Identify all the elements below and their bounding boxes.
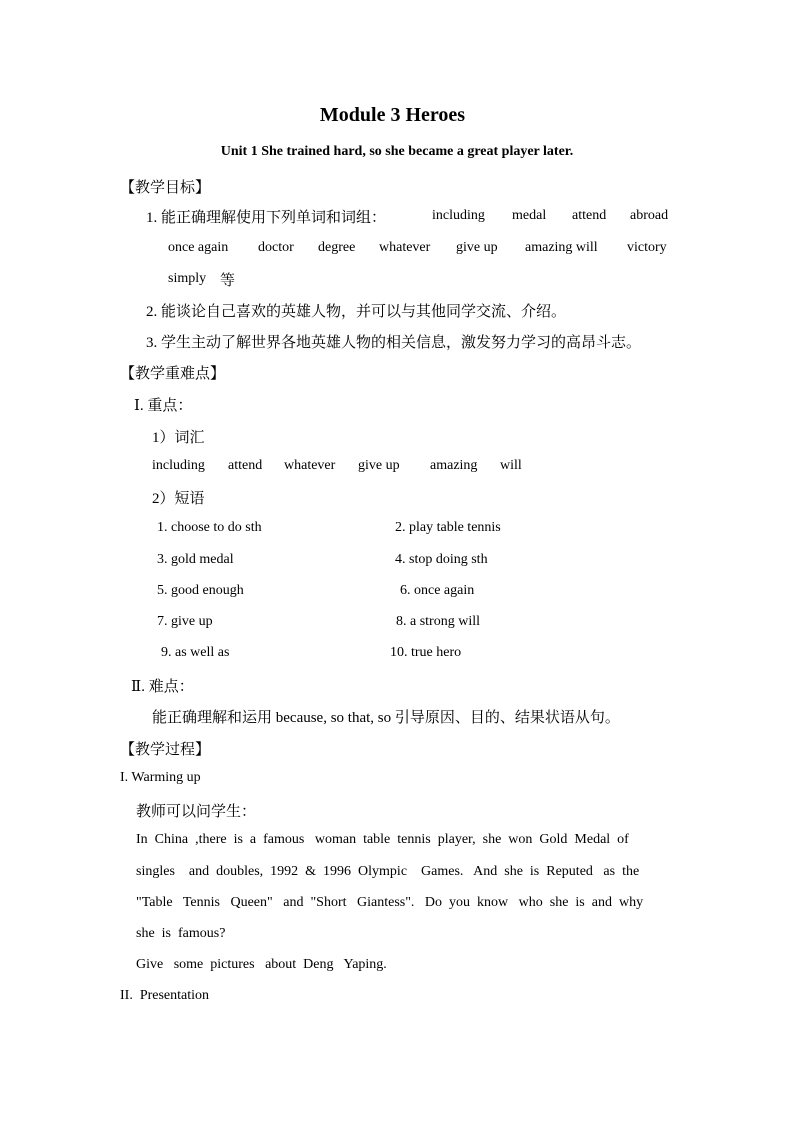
difficulty-text: 能正确理解和运用 because, so that, so 引导原因、目的、结果状语从句。 (152, 710, 620, 726)
paragraph-line: "Table Tennis Queen" and "Short Giantess". Do you know who she is and why (136, 895, 644, 910)
phrase-item: 2. play table tennis (395, 520, 501, 535)
pictures-line: Give some pictures about Deng Yaping. (136, 957, 387, 972)
key-word: give up (358, 458, 400, 473)
vocab-word: whatever (379, 240, 431, 255)
phrase-item: 4. stop doing sth (395, 552, 488, 567)
vocab-word: simply (168, 271, 207, 286)
vocab-word: medal (512, 208, 547, 223)
key-heading-2: Ⅱ. 难点： (131, 679, 194, 695)
phrase-item: 3. gold medal (157, 552, 234, 567)
key-word: amazing (430, 458, 478, 473)
vocab-word: 等 (220, 273, 236, 289)
key-word: including (152, 458, 205, 473)
paragraph-line: she is famous? (136, 926, 226, 941)
section-heading-process: 【教学过程】 (120, 742, 211, 758)
phrase-item: 8. a strong will (396, 614, 480, 629)
teacher-ask: 教师可以问学生： (136, 804, 257, 820)
phrase-item: 1. choose to do sth (157, 520, 262, 535)
vocab-word: degree (318, 240, 356, 255)
key-word: will (500, 458, 522, 473)
key-heading-1: Ⅰ. 重点： (134, 398, 193, 414)
vocab-word: including (432, 208, 485, 223)
unit-subtitle: Unit 1 She trained hard, so she became a great player later. (220, 144, 574, 159)
vocab-word: attend (572, 208, 607, 223)
objective-item-1: 1. 能正确理解使用下列单词和词组： (146, 210, 387, 226)
phrase-item: 10. true hero (390, 645, 462, 660)
vocab-word: doctor (258, 240, 294, 255)
phrase-item: 6. once again (400, 583, 475, 598)
objective-item-3: 3. 学生主动了解世界各地英雄人物的相关信息，激发努力学习的高昂斗志。 (146, 335, 642, 351)
phrase-item: 7. give up (157, 614, 213, 629)
step-presentation: II. Presentation (120, 988, 210, 1003)
section-heading-key-points: 【教学重难点】 (120, 366, 226, 382)
vocab-word: give up (456, 240, 498, 255)
page-title: Module 3 Heroes (319, 104, 466, 126)
phrase-item: 9. as well as (161, 645, 230, 660)
paragraph-line: singles and doubles, 1992 & 1996 Olympic Games. And she is Reputed as the (136, 864, 640, 879)
section-heading-objectives: 【教学目标】 (120, 180, 211, 196)
vocab-word: abroad (630, 208, 669, 223)
key-word: attend (228, 458, 263, 473)
vocab-word: once again (168, 240, 229, 255)
key-sub-phrases: 2）短语 (152, 491, 205, 507)
vocab-word: amazing will (525, 240, 598, 255)
step-warming-up: I. Warming up (120, 770, 201, 785)
phrase-item: 5. good enough (157, 583, 244, 598)
objective-item-2: 2. 能谈论自己喜欢的英雄人物，并可以与其他同学交流、介绍。 (146, 304, 567, 320)
key-sub-vocab: 1）词汇 (152, 430, 205, 446)
key-word: whatever (284, 458, 336, 473)
vocab-word: victory (627, 240, 667, 255)
paragraph-line: In China ,there is a famous woman table tennis player, she won Gold Medal of (136, 832, 629, 847)
